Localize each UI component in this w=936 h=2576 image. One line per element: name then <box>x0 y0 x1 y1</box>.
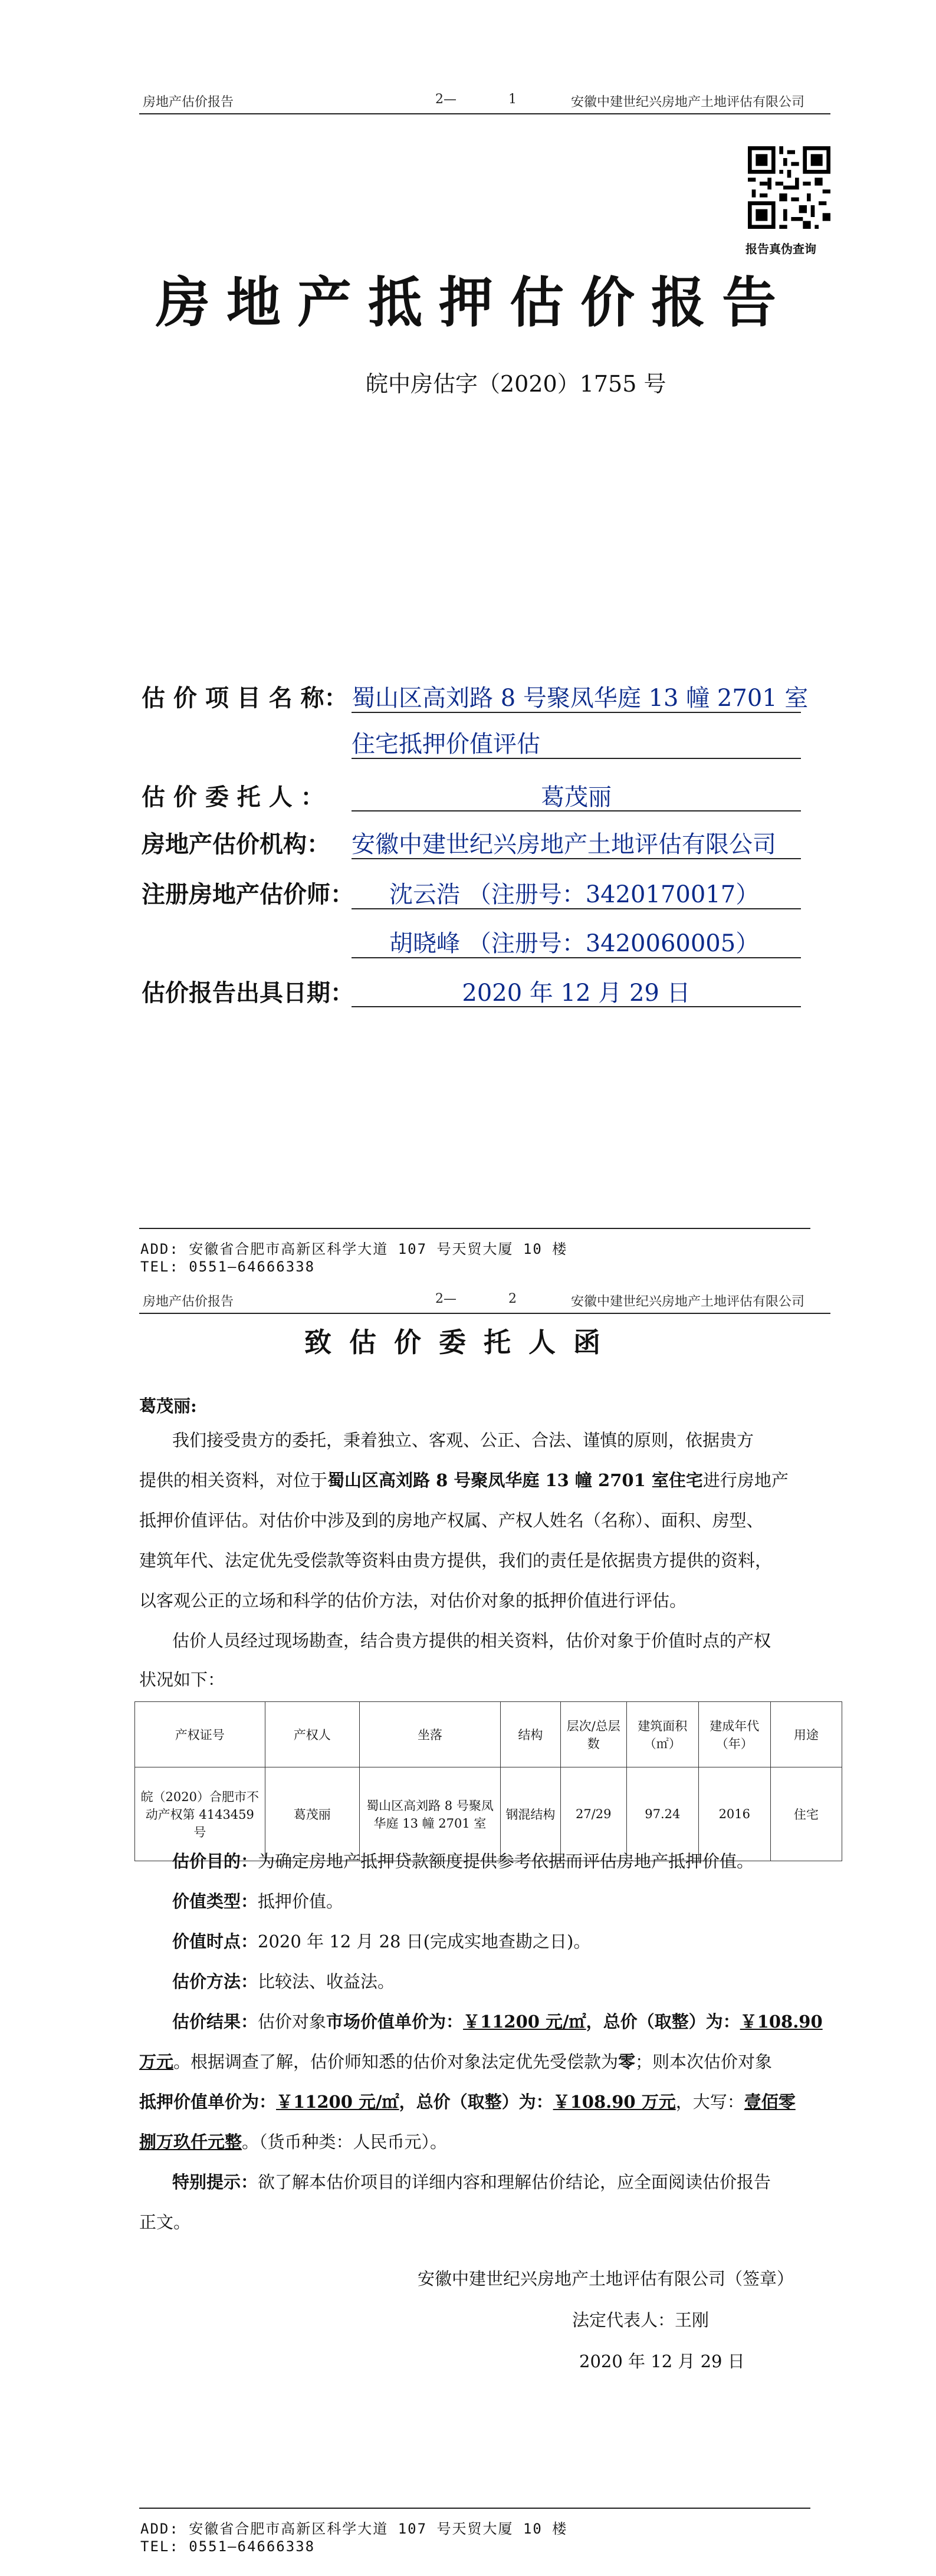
mortgage-total-price: ￥108.90 万元 <box>553 2092 676 2112</box>
amount-in-words-2: 捌万玖仟元整 <box>139 2132 242 2152</box>
result-label: 估价结果： <box>172 2012 258 2032</box>
result-text-18: 。（货币种类：人民币元）。 <box>242 2132 448 2152</box>
footer-phone: TEL: 0551—64666338 <box>140 1259 316 1275</box>
agency-value: 安徽中建世纪兴房地产土地评估有限公司 <box>352 831 776 858</box>
client-underline <box>352 810 801 811</box>
para1-line5: 以客观公正的立场和科学的估价方法，对估价对象的抵押价值进行评估。 <box>139 1591 687 1611</box>
method-label: 估价方法： <box>172 1972 258 1992</box>
agency-underline <box>352 858 801 859</box>
result-text-8: 。根据调查了解，估价师知悉的估价对象法定优先受偿款为 <box>173 2052 619 2072</box>
result-line4 <box>139 2127 447 2157</box>
client-value: 葛茂丽 <box>541 784 612 811</box>
time-line <box>172 1926 590 1957</box>
result-text-10: ；则本次估价对象 <box>635 2052 773 2072</box>
result-line2 <box>139 2046 772 2077</box>
salutation: 葛茂丽: <box>139 1396 197 1416</box>
para1-line2 <box>139 1465 789 1496</box>
appraiser-label: 注册房地产估价师： <box>142 881 354 908</box>
appraiser-1: 沈云浩 （注册号：3420170017） <box>389 881 760 908</box>
header-right: 安徽中建世纪兴房地产土地评估有限公司 <box>571 1294 805 1309</box>
footer-rule <box>139 1228 810 1229</box>
para2-line1: 估价人员经过现场勘查，结合贵方提供的相关资料，估价对象于价值时点的产权 <box>172 1631 771 1651</box>
time-value: 2020 年 12 月 28 日(完成实地查勘之日)。 <box>258 1931 591 1951</box>
report-title: 房地产抵押估价报告 <box>156 271 793 334</box>
purpose-line <box>172 1846 754 1877</box>
col-owner: 产权人 <box>265 1702 359 1767</box>
para1-line4: 建筑年代、法定优先受偿款等资料由贵方提供，我们的责任是依据贵方提供的资料， <box>139 1550 773 1570</box>
para1-line3: 抵押价值评估。对估价中涉及到的房地产权属、产权人姓名（名称）、面积、房型、 <box>139 1510 764 1530</box>
property-table <box>134 1701 842 1861</box>
header-right: 安徽中建世纪兴房地产土地评估有限公司 <box>571 95 805 110</box>
result-unit-wan: 万元 <box>139 2052 174 2072</box>
footer-address: ADD: 安徽省合肥市高新区科学大道 107 号天贸大厦 10 楼 <box>140 2521 568 2537</box>
market-unit-price: ￥11200 元/㎡ <box>463 2012 586 2032</box>
result-text-13: ，总价（取整）为： <box>399 2092 553 2112</box>
note-value-a: 欲了解本估价项目的详细内容和理解估价结论，应全面阅读估价报告 <box>258 2172 771 2192</box>
cell-area: 97.24 <box>626 1767 698 1861</box>
footer-address: ADD: 安徽省合肥市高新区科学大道 107 号天贸大厦 10 楼 <box>140 1241 568 1257</box>
result-text-11: 抵押价值单价为： <box>139 2092 277 2112</box>
header-page-number: 1 <box>508 92 517 107</box>
result-text-1: 估价对象 <box>258 2012 327 2032</box>
project-underline-2 <box>352 758 801 759</box>
legal-representative: 法定代表人：王刚 <box>572 2310 710 2330</box>
client-label: 估 价 委 托 人 ： <box>142 784 324 811</box>
para1-line1: 我们接受贵方的委托，秉着独立、客观、公正、合法、谨慎的原则，依据贵方 <box>172 1430 754 1450</box>
cell-owner: 葛茂丽 <box>265 1767 359 1861</box>
header-page-number: 2 <box>508 1292 517 1306</box>
project-name-value-2: 住宅抵押价值评估 <box>352 731 540 758</box>
header-left: 房地产估价报告 <box>143 1294 234 1309</box>
appraiser-underline-2 <box>352 957 801 958</box>
type-label: 价值类型： <box>172 1891 258 1911</box>
type-line <box>172 1886 343 1917</box>
appraiser-underline-1 <box>352 908 801 909</box>
market-total-price: ￥108.90 <box>740 2012 823 2032</box>
result-line3 <box>139 2087 796 2117</box>
result-text-15: ，大写： <box>675 2092 744 2112</box>
cell-year: 2016 <box>698 1767 770 1861</box>
result-text-4: ， <box>586 2012 603 2032</box>
issue-date-label: 估价报告出具日期： <box>142 980 354 1007</box>
agency-label: 房地产估价机构： <box>142 831 330 858</box>
cell-location: 蜀山区高刘路 8 号聚凤华庭 13 幢 2701 室 <box>359 1767 500 1861</box>
project-underline-1 <box>352 712 801 713</box>
mortgage-unit-price: ￥11200 元/㎡ <box>276 2092 399 2112</box>
purpose-value: 为确定房地产抵押贷款额度提供参考依据而评估房地产抵押价值。 <box>258 1851 754 1871</box>
letter-title: 致估价委托人函 <box>304 1326 618 1358</box>
result-text-5: 总价（取整）为： <box>603 2012 740 2032</box>
col-structure: 结构 <box>501 1702 561 1767</box>
header-rule <box>139 113 830 114</box>
project-name-value-1: 蜀山区高刘路 8 号聚凤华庭 13 幢 2701 室 <box>352 685 809 712</box>
result-line1 <box>172 2006 823 2037</box>
col-cert-no: 产权证号 <box>135 1702 265 1767</box>
issue-date-value: 2020 年 12 月 29 日 <box>462 980 691 1007</box>
note-label: 特别提示： <box>172 2172 258 2192</box>
para1-text-c: 进行房地产 <box>702 1470 789 1490</box>
project-name-label: 估 价 项 目 名 称： <box>142 685 348 712</box>
report-number: 皖中房估字（2020）1755 号 <box>366 371 666 397</box>
header-left: 房地产估价报告 <box>143 95 234 110</box>
qr-code-icon <box>748 146 830 229</box>
priority-amount: 零 <box>618 2052 636 2072</box>
note-line2: 正文。 <box>139 2212 191 2232</box>
header-page-prefix: 2— <box>435 92 456 107</box>
issue-date-underline <box>352 1006 801 1007</box>
signature-date: 2020 年 12 月 29 日 <box>579 2351 745 2371</box>
cell-cert-no: 皖（2020）合肥市不动产权第 4143459 号 <box>135 1767 265 1861</box>
col-area: 建筑面积（㎡） <box>626 1702 698 1767</box>
table-header-row <box>135 1702 842 1767</box>
cell-usage: 住宅 <box>770 1767 842 1861</box>
para2-line2: 状况如下： <box>139 1670 225 1690</box>
method-line <box>172 1966 395 1997</box>
col-usage: 用途 <box>770 1702 842 1767</box>
col-year: 建成年代（年） <box>698 1702 770 1767</box>
method-value: 比较法、收益法。 <box>258 1972 395 1992</box>
footer-rule <box>139 2508 810 2509</box>
signature-company: 安徽中建世纪兴房地产土地评估有限公司（签章） <box>418 2269 794 2289</box>
para1-text-a: 提供的相关资料，对位于 <box>139 1470 328 1490</box>
footer-phone: TEL: 0551—64666338 <box>140 2538 316 2555</box>
result-text-2: 市场价值单价为： <box>326 2012 464 2032</box>
appraiser-2: 胡晓峰 （注册号：3420060005） <box>389 930 760 957</box>
cell-structure: 钢混结构 <box>501 1767 561 1861</box>
type-value: 抵押价值。 <box>258 1891 344 1911</box>
amount-in-words-1: 壹佰零 <box>744 2092 796 2112</box>
col-location: 坐落 <box>359 1702 500 1767</box>
header-rule <box>139 1313 830 1314</box>
note-line1 <box>172 2167 771 2197</box>
qr-caption: 报告真伪查询 <box>745 242 816 256</box>
time-label: 价值时点： <box>172 1931 258 1951</box>
col-floor: 层次/总层数 <box>560 1702 626 1767</box>
cell-floor: 27/29 <box>560 1767 626 1861</box>
property-address: 蜀山区高刘路 8 号聚凤华庭 13 幢 2701 室住宅 <box>327 1470 703 1490</box>
header-page-prefix: 2— <box>435 1292 456 1306</box>
purpose-label: 估价目的： <box>172 1851 258 1871</box>
